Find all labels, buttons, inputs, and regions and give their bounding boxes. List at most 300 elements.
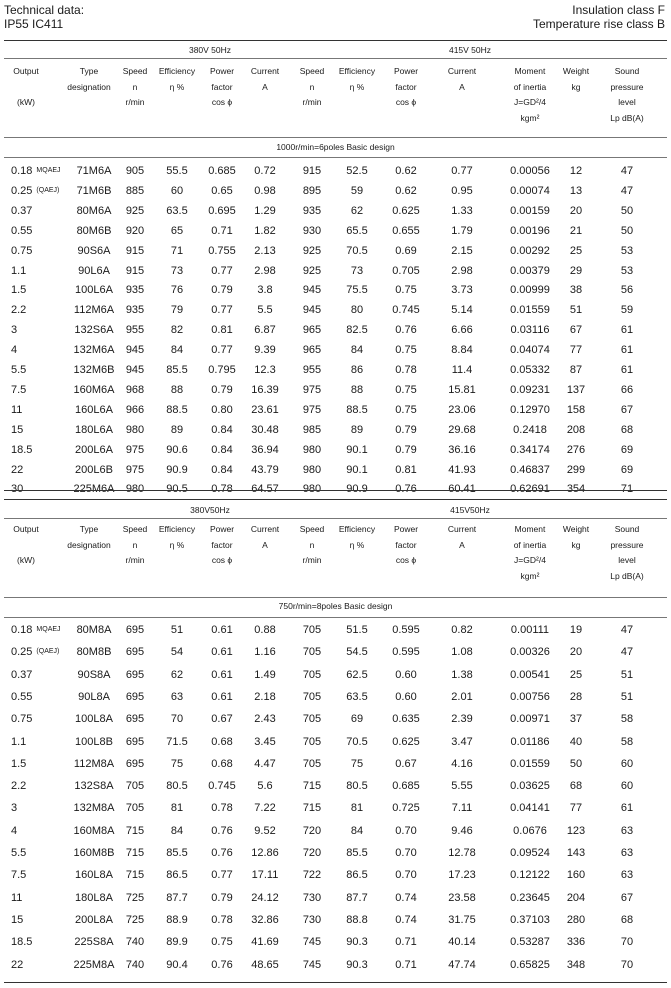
cell-power-factor-415v: 0.705 xyxy=(392,264,420,277)
cell-moment-of-inertia: 0.01186 xyxy=(510,735,550,748)
cell-efficiency-380v: 84 xyxy=(170,824,184,837)
output-value: 0.75 xyxy=(11,713,33,726)
cell-current-415v: 17.23 xyxy=(448,869,476,882)
cell-current-415v: 15.81 xyxy=(448,383,476,396)
cell-type-designation: 112M8A xyxy=(73,757,115,770)
column-header-line: pressure xyxy=(610,539,644,550)
cell-efficiency-380v: 90.9 xyxy=(166,463,188,476)
cell-weight: 276 xyxy=(566,443,586,456)
cell-output xyxy=(11,280,71,300)
cell-speed-380v: 980 xyxy=(125,483,145,496)
cell-output xyxy=(11,201,71,221)
cell-sound-pressure-level: 50 xyxy=(620,204,634,217)
cell-power-factor-415v: 0.60 xyxy=(395,690,417,703)
cell-type-designation: 200L6A xyxy=(75,443,113,456)
cell-speed-415v: 730 xyxy=(302,913,322,926)
column-header-line: r/min xyxy=(125,555,145,565)
cell-speed-380v: 740 xyxy=(125,958,145,971)
column-header-output xyxy=(0,522,56,569)
table-row xyxy=(0,161,671,181)
column-header-line: n xyxy=(309,81,315,92)
cell-speed-380v: 915 xyxy=(125,244,145,257)
cell-moment-of-inertia: 0.00292 xyxy=(510,244,550,257)
cell-current-415v: 31.75 xyxy=(448,913,476,926)
column-header-line xyxy=(0,80,56,96)
cell-power-factor-380v: 0.67 xyxy=(211,713,233,726)
table-row xyxy=(0,888,671,908)
cell-speed-415v: 965 xyxy=(302,344,322,357)
cell-efficiency-415v: 88 xyxy=(350,383,364,396)
cell-efficiency-415v: 89 xyxy=(350,423,364,436)
cell-current-380v: 1.82 xyxy=(254,224,276,237)
cell-current-380v: 12.3 xyxy=(254,364,276,376)
column-header-sound-pressure-level xyxy=(594,522,660,584)
cell-speed-380v: 695 xyxy=(125,646,145,659)
cell-efficiency-415v: 75.5 xyxy=(346,284,368,297)
cell-moment-of-inertia: 0.53287 xyxy=(510,936,550,949)
table-row xyxy=(0,360,671,380)
table-bottom-rule xyxy=(4,982,667,983)
cell-power-factor-380v: 0.61 xyxy=(211,690,233,703)
design-label: 750r/min=8poles Basic design xyxy=(278,601,393,611)
cell-power-factor-415v: 0.685 xyxy=(392,780,420,793)
cell-power-factor-380v: 0.76 xyxy=(211,958,233,971)
cell-current-415v: 7.11 xyxy=(451,802,473,815)
cell-weight: 20 xyxy=(569,646,583,659)
series-code: MQAEJ xyxy=(36,626,61,633)
cell-speed-380v: 920 xyxy=(125,224,145,237)
cell-current-415v: 2.98 xyxy=(451,264,473,277)
cell-efficiency-415v: 90.3 xyxy=(346,936,368,949)
cell-output xyxy=(11,865,71,885)
cell-efficiency-380v: 75 xyxy=(170,757,184,770)
voltage-rule xyxy=(4,58,667,59)
column-header-line: η % xyxy=(169,539,185,550)
column-header-line: Speed xyxy=(122,66,148,76)
cell-output xyxy=(11,955,71,975)
cell-moment-of-inertia: 0.00756 xyxy=(510,690,550,703)
cell-weight: 336 xyxy=(566,936,586,949)
cell-current-380v: 48.65 xyxy=(251,958,279,971)
cell-type-designation: 160L6A xyxy=(75,403,113,416)
cell-weight: 204 xyxy=(566,891,586,904)
cell-power-factor-415v: 0.62 xyxy=(395,184,417,197)
cell-speed-415v: 985 xyxy=(302,423,322,436)
cell-efficiency-380v: 88 xyxy=(170,383,184,396)
column-header-line: Weight xyxy=(562,524,590,534)
table-row xyxy=(0,400,671,420)
cell-power-factor-380v: 0.79 xyxy=(211,284,233,297)
column-header-line: n xyxy=(309,539,315,550)
cell-speed-380v: 725 xyxy=(125,913,145,926)
cell-speed-415v: 895 xyxy=(302,184,322,197)
cell-speed-380v: 695 xyxy=(125,757,145,770)
cell-current-415v: 0.82 xyxy=(451,624,473,636)
cell-current-380v: 9.39 xyxy=(254,344,276,357)
cell-power-factor-415v: 0.75 xyxy=(395,344,417,357)
cell-type-designation: 200L6B xyxy=(75,463,113,476)
cell-moment-of-inertia: 0.12122 xyxy=(510,869,550,882)
cell-speed-415v: 705 xyxy=(302,624,322,636)
cell-moment-of-inertia: 0.05332 xyxy=(510,364,550,376)
cell-weight: 38 xyxy=(569,284,583,297)
cell-efficiency-415v: 52.5 xyxy=(346,165,368,177)
cell-sound-pressure-level: 51 xyxy=(620,690,634,703)
cell-speed-415v: 980 xyxy=(302,483,322,496)
output-value: 5.5 xyxy=(11,364,27,376)
series-code: (QAEJ) xyxy=(36,186,60,194)
cell-power-factor-415v: 0.625 xyxy=(392,204,420,217)
column-header-line: designation xyxy=(67,539,111,550)
cell-efficiency-380v: 73 xyxy=(170,264,184,277)
cell-efficiency-415v: 90.9 xyxy=(346,483,368,496)
table-row xyxy=(0,420,671,440)
cell-speed-380v: 935 xyxy=(125,284,145,297)
cell-type-designation: 80M8A xyxy=(76,624,112,636)
cell-power-factor-380v: 0.61 xyxy=(211,624,233,636)
cell-current-380v: 2.98 xyxy=(254,264,276,277)
cell-output xyxy=(11,300,71,320)
cell-speed-415v: 715 xyxy=(302,780,322,793)
cell-type-designation: 100L8A xyxy=(75,713,113,726)
column-header-line: Lp dB(A) xyxy=(610,570,644,581)
cell-speed-415v: 705 xyxy=(302,646,322,659)
cell-speed-380v: 925 xyxy=(125,204,145,217)
cell-type-designation: 132M6B xyxy=(73,364,115,376)
cell-efficiency-415v: 69 xyxy=(350,713,364,726)
column-header-current-380v xyxy=(239,522,291,553)
cell-current-415v: 29.68 xyxy=(448,423,476,436)
cell-output xyxy=(11,161,71,181)
header-right xyxy=(533,3,665,31)
cell-current-380v: 0.88 xyxy=(254,624,276,636)
cell-current-415v: 2.39 xyxy=(451,713,473,726)
column-header-line: Speed xyxy=(299,524,325,534)
cell-current-415v: 3.73 xyxy=(451,284,473,297)
cell-speed-380v: 695 xyxy=(125,713,145,726)
cell-efficiency-415v: 80.5 xyxy=(346,780,368,793)
cell-power-factor-415v: 0.60 xyxy=(395,668,417,681)
cell-speed-380v: 695 xyxy=(125,735,145,748)
cell-efficiency-380v: 63 xyxy=(170,690,184,703)
cell-output xyxy=(11,843,71,863)
column-header-line: factor xyxy=(211,81,233,92)
cell-type-designation: 132S6A xyxy=(74,324,114,337)
voltage-rule xyxy=(4,518,667,519)
cell-current-380v: 1.16 xyxy=(254,646,276,659)
column-header-line: Output xyxy=(13,66,39,76)
cell-type-designation: 80M6B xyxy=(76,224,112,237)
column-header-line: A xyxy=(262,81,268,92)
cell-speed-415v: 730 xyxy=(302,891,322,904)
cell-output xyxy=(11,798,71,818)
column-header-output xyxy=(0,64,56,111)
output-value: 30 xyxy=(11,483,24,496)
output-value: 15 xyxy=(11,423,24,436)
cell-moment-of-inertia: 0.12970 xyxy=(510,403,550,416)
cell-efficiency-415v: 70.5 xyxy=(346,244,368,257)
column-header-line: Weight xyxy=(562,66,590,76)
cell-speed-415v: 705 xyxy=(302,690,322,703)
output-value: 7.5 xyxy=(11,869,27,882)
cell-efficiency-380v: 71 xyxy=(170,244,184,257)
table-row xyxy=(0,261,671,281)
cell-speed-415v: 930 xyxy=(302,224,322,237)
cell-weight: 123 xyxy=(566,824,586,837)
cell-speed-415v: 720 xyxy=(302,824,322,837)
cell-efficiency-380v: 71.5 xyxy=(166,735,188,748)
cell-current-415v: 23.58 xyxy=(448,891,476,904)
cell-type-designation: 112M6A xyxy=(73,304,115,317)
table-row xyxy=(0,955,671,975)
cell-speed-380v: 945 xyxy=(125,344,145,357)
cell-type-designation: 160M6A xyxy=(73,383,115,396)
cell-speed-380v: 915 xyxy=(125,264,145,277)
column-header-line: J=GD²/4 xyxy=(514,97,546,107)
cell-efficiency-380v: 84 xyxy=(170,344,184,357)
cell-sound-pressure-level: 70 xyxy=(620,958,634,971)
cell-efficiency-415v: 63.5 xyxy=(346,690,368,703)
cell-efficiency-415v: 82.5 xyxy=(346,324,368,337)
table-row xyxy=(0,181,671,201)
cell-weight: 354 xyxy=(566,483,586,496)
cell-type-designation: 132M6A xyxy=(73,344,115,357)
cell-moment-of-inertia: 0.34174 xyxy=(510,443,550,456)
cell-efficiency-415v: 90.1 xyxy=(346,443,368,456)
cell-efficiency-415v: 59 xyxy=(350,184,364,197)
cell-power-factor-380v: 0.755 xyxy=(208,244,236,257)
cell-efficiency-380v: 88.9 xyxy=(166,913,188,926)
column-header-line: kgm² xyxy=(520,112,540,123)
cell-current-415v: 1.33 xyxy=(451,204,473,217)
table-row xyxy=(0,709,671,729)
cell-efficiency-415v: 88.5 xyxy=(346,403,368,416)
cell-weight: 143 xyxy=(566,847,586,859)
cell-type-designation: 180L8A xyxy=(75,891,113,904)
cell-sound-pressure-level: 53 xyxy=(620,244,634,257)
cell-weight: 21 xyxy=(569,224,583,237)
cell-output xyxy=(11,687,71,707)
cell-speed-415v: 980 xyxy=(302,463,322,476)
cell-output xyxy=(11,709,71,729)
cell-efficiency-380v: 76 xyxy=(170,284,184,297)
output-value: 1.5 xyxy=(11,757,27,770)
cell-power-factor-415v: 0.81 xyxy=(395,463,417,476)
cell-power-factor-415v: 0.62 xyxy=(395,165,417,177)
table-top-rule xyxy=(4,499,667,500)
cell-output xyxy=(11,440,71,460)
column-header-line: Sound xyxy=(614,524,640,534)
output-value: 11 xyxy=(11,891,23,904)
cell-current-380v: 32.86 xyxy=(251,913,279,926)
cell-efficiency-380v: 81 xyxy=(170,802,184,815)
cell-efficiency-415v: 80 xyxy=(350,304,364,317)
output-value: 0.25 xyxy=(11,646,33,659)
cell-sound-pressure-level: 58 xyxy=(620,713,634,726)
cell-output xyxy=(11,181,71,201)
column-header-current-415v xyxy=(436,522,488,553)
column-header-line: n xyxy=(132,81,138,92)
cell-weight: 13 xyxy=(569,184,583,197)
cell-speed-380v: 980 xyxy=(125,423,145,436)
voltage-header-380v: 380V 50Hz xyxy=(188,45,232,55)
cell-sound-pressure-level: 50 xyxy=(620,224,634,237)
cell-power-factor-380v: 0.61 xyxy=(211,646,233,659)
cell-sound-pressure-level: 53 xyxy=(620,264,634,277)
cell-sound-pressure-level: 61 xyxy=(620,802,634,815)
column-header-line: designation xyxy=(67,81,111,92)
cell-sound-pressure-level: 61 xyxy=(620,344,634,357)
cell-output xyxy=(11,888,71,908)
series-code: (QAEJ) xyxy=(36,648,60,656)
column-header-power-factor-415v xyxy=(380,64,432,111)
output-value: 1.1 xyxy=(11,264,27,277)
column-header-line: cos ϕ xyxy=(211,555,233,565)
cell-sound-pressure-level: 61 xyxy=(620,324,634,337)
column-header-line: pressure xyxy=(610,81,644,92)
cell-power-factor-415v: 0.71 xyxy=(395,958,417,971)
cell-current-415v: 11.4 xyxy=(451,364,473,376)
output-value: 11 xyxy=(11,403,23,416)
cell-efficiency-380v: 89 xyxy=(170,423,184,436)
cell-moment-of-inertia: 0.00056 xyxy=(510,165,550,177)
column-header-line: Efficiency xyxy=(338,524,376,534)
cell-power-factor-380v: 0.76 xyxy=(211,847,233,859)
cell-power-factor-415v: 0.75 xyxy=(395,383,417,396)
cell-weight: 280 xyxy=(566,913,586,926)
output-value: 5.5 xyxy=(11,847,27,859)
cell-output xyxy=(11,776,71,796)
table-row xyxy=(0,910,671,930)
column-header-line: A xyxy=(459,539,465,550)
cell-sound-pressure-level: 69 xyxy=(620,443,634,456)
column-header-line: cos ϕ xyxy=(211,97,233,107)
cell-output xyxy=(11,754,71,774)
cell-power-factor-380v: 0.79 xyxy=(211,383,233,396)
cell-output xyxy=(11,932,71,952)
table-row xyxy=(0,932,671,952)
cell-current-415v: 2.01 xyxy=(451,690,473,703)
output-value: 4 xyxy=(11,344,18,357)
cell-efficiency-380v: 54 xyxy=(170,646,184,659)
cell-power-factor-380v: 0.81 xyxy=(211,324,233,337)
cell-efficiency-415v: 86.5 xyxy=(346,869,368,882)
cell-power-factor-415v: 0.75 xyxy=(395,284,417,297)
table-row xyxy=(0,300,671,320)
cell-speed-380v: 695 xyxy=(125,624,145,636)
cell-speed-415v: 745 xyxy=(302,936,322,949)
cell-weight: 37 xyxy=(569,713,583,726)
column-header-line: Lp dB(A) xyxy=(610,112,644,123)
cell-type-designation: 80M8B xyxy=(76,646,112,659)
column-header-efficiency-415v xyxy=(327,522,387,553)
column-header-line: level xyxy=(618,555,636,565)
column-header-line: A xyxy=(262,539,268,550)
cell-power-factor-415v: 0.79 xyxy=(395,443,417,456)
column-header-line: Sound xyxy=(614,66,640,76)
cell-output xyxy=(11,221,71,241)
cell-current-380v: 9.52 xyxy=(254,824,276,837)
cell-power-factor-415v: 0.71 xyxy=(395,936,417,949)
cell-efficiency-380v: 86.5 xyxy=(166,869,188,882)
cell-moment-of-inertia: 0.00971 xyxy=(510,713,550,726)
cell-current-380v: 17.11 xyxy=(251,869,279,882)
cell-speed-380v: 975 xyxy=(125,463,145,476)
table-row xyxy=(0,280,671,300)
cell-current-380v: 24.12 xyxy=(251,891,279,904)
header-rule xyxy=(4,137,667,138)
cell-weight: 68 xyxy=(569,780,583,793)
cell-current-380v: 36.94 xyxy=(251,443,279,456)
cell-efficiency-415v: 81 xyxy=(350,802,364,815)
cell-efficiency-380v: 87.7 xyxy=(166,891,188,904)
cell-moment-of-inertia: 0.00111 xyxy=(510,624,550,636)
cell-weight: 50 xyxy=(569,757,583,770)
cell-current-380v: 43.79 xyxy=(251,463,279,476)
output-value: 0.37 xyxy=(11,668,33,681)
column-header-line: of inertia xyxy=(513,81,547,92)
cell-weight: 160 xyxy=(566,869,586,882)
output-value: 0.37 xyxy=(11,204,33,217)
column-header-line: η % xyxy=(349,539,365,550)
table-top-rule xyxy=(4,40,667,41)
cell-type-designation: 80M6A xyxy=(76,204,112,217)
cell-power-factor-415v: 0.595 xyxy=(392,624,420,636)
cell-weight: 25 xyxy=(569,244,583,257)
protection-class-label: IP55 IC411 xyxy=(4,17,64,31)
output-value: 18.5 xyxy=(11,443,33,456)
cell-current-380v: 7.22 xyxy=(254,802,276,815)
cell-efficiency-415v: 84 xyxy=(350,824,364,837)
cell-speed-380v: 905 xyxy=(125,165,145,177)
cell-moment-of-inertia: 0.00196 xyxy=(510,224,550,237)
cell-current-415v: 4.16 xyxy=(451,757,473,770)
output-value: 0.55 xyxy=(11,224,33,237)
cell-efficiency-415v: 51.5 xyxy=(346,624,368,636)
cell-power-factor-380v: 0.76 xyxy=(211,824,233,837)
cell-efficiency-415v: 75 xyxy=(350,757,364,770)
cell-sound-pressure-level: 63 xyxy=(620,847,634,859)
column-header-line: Moment xyxy=(514,66,546,76)
cell-moment-of-inertia: 0.04074 xyxy=(510,344,550,357)
cell-power-factor-415v: 0.69 xyxy=(395,244,417,257)
cell-speed-380v: 945 xyxy=(125,364,145,376)
column-header-line: r/min xyxy=(302,97,322,107)
cell-current-380v: 1.49 xyxy=(254,668,276,681)
cell-power-factor-380v: 0.78 xyxy=(211,802,233,815)
table-row xyxy=(0,865,671,885)
cell-efficiency-380v: 90.6 xyxy=(166,443,188,456)
cell-current-380v: 5.6 xyxy=(257,780,273,793)
cell-power-factor-380v: 0.61 xyxy=(211,668,233,681)
cell-sound-pressure-level: 60 xyxy=(620,780,634,793)
cell-current-415v: 1.08 xyxy=(451,646,473,659)
cell-current-415v: 47.74 xyxy=(448,958,476,971)
column-header-line: Moment xyxy=(514,524,546,534)
cell-efficiency-380v: 85.5 xyxy=(166,364,188,376)
cell-current-415v: 36.16 xyxy=(448,443,476,456)
cell-speed-415v: 975 xyxy=(302,403,322,416)
cell-current-380v: 3.45 xyxy=(254,735,276,748)
cell-type-designation: 225S8A xyxy=(74,936,114,949)
cell-moment-of-inertia: 0.0676 xyxy=(513,824,547,837)
cell-weight: 19 xyxy=(569,624,583,636)
cell-type-designation: 132M8A xyxy=(73,802,115,815)
cell-weight: 87 xyxy=(569,364,583,376)
insulation-class-label: Insulation class F xyxy=(572,3,665,17)
table-row xyxy=(0,440,671,460)
output-value: 3 xyxy=(11,324,18,337)
